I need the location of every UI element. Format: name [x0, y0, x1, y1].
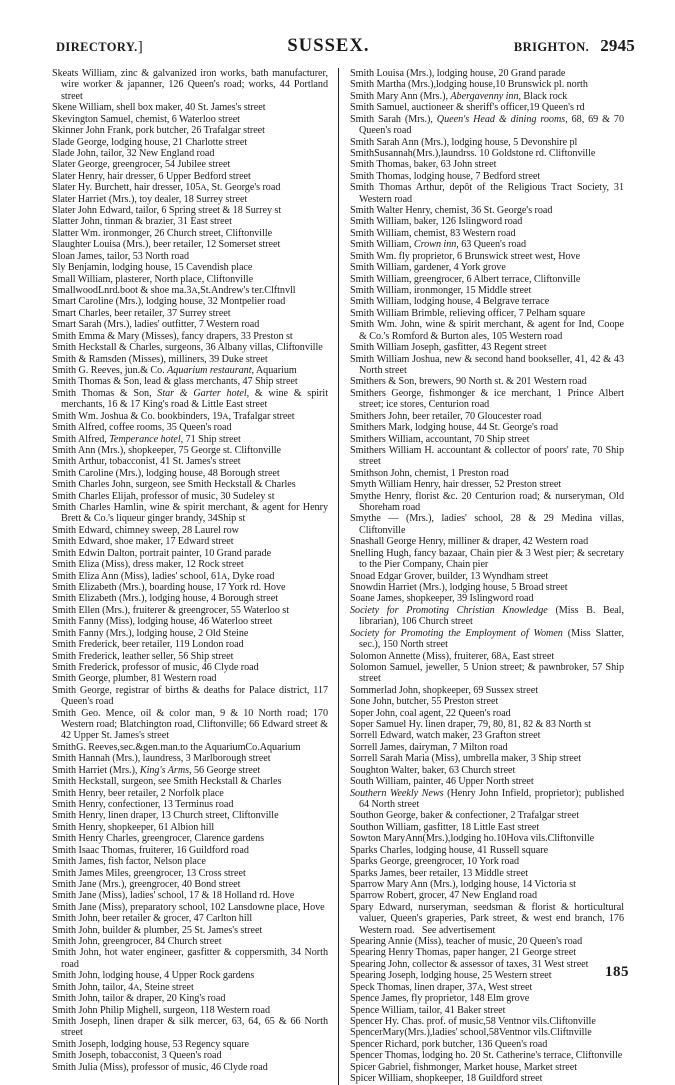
- directory-entry: Smith John Philip Mighell, surgeon, 118 Western road: [52, 1004, 271, 1016]
- directory-entry: Slater Henry, hair dresser, 6 Upper Bedford street: [52, 170, 251, 182]
- directory-entry: Smithers William H. accountant & collector of poors' rate, 70 Ship street: [350, 444, 624, 468]
- directory-entry: Smith Jane (Mrs.), greengrocer, 40 Bond street: [52, 878, 241, 890]
- directory-entry: Smith Ellen (Mrs.), fruiterer & greengrocer, 55 Waterloo st: [52, 604, 290, 616]
- directory-entry: Smith John, greengrocer, 84 Church street: [52, 936, 222, 948]
- directory-entry: Smith Thomas, baker, 63 John street: [350, 159, 497, 171]
- directory-entry: Slade George, lodging house, 21 Charlotte street: [52, 136, 248, 148]
- directory-entry: Spary Edward, nurseryman, seedsman & florist & horticultural valuer, Queen's graperies, Park street, & west end branch, 176 Western road. See advertisement: [350, 901, 624, 936]
- directory-entry: Sparks James, beer retailer, 13 Middle street: [350, 867, 529, 879]
- directory-entry: South William, painter, 46 Upper North street: [350, 776, 534, 788]
- directory-entry: Smithers Mark, lodging house, 44 St. George's road: [350, 422, 559, 434]
- directory-entry: SpencerMary(Mrs.),ladies' school,58Ventnor vils.Cliftnville: [350, 1027, 592, 1039]
- directory-entry: Smith John, builder & plumber, 25 St. James's street: [52, 924, 263, 936]
- directory-entry: Slater Harriet (Mrs.), toy dealer, 18 Surrey street: [52, 193, 248, 205]
- directory-entry: Southon William, gasfitter, 18 Little East street: [350, 821, 540, 833]
- directory-entry: Smith Charles John, surgeon, see Smith Heckstall & Charles: [52, 479, 296, 491]
- directory-entry: Smith Joseph, linen draper & silk mercer, 63, 64, 65 & 66 North street: [52, 1016, 328, 1039]
- directory-entry: Sorrell James, dairyman, 7 Milton road: [350, 741, 508, 753]
- directory-entry: Sly Benjamin, lodging house, 15 Cavendish place: [52, 262, 253, 274]
- running-head: [52, 36, 637, 60]
- directory-entry: SmithG. Reeves,sec.&gen.man.to the AquariumCo.Aquarium: [52, 741, 301, 753]
- directory-entry: Smith William Brimble, relieving officer, 7 Pelham square: [350, 307, 586, 319]
- directory-entry: Smithson John, chemist, 1 Preston road: [350, 467, 509, 479]
- directory-entry: Smith Fanny (Mrs.), lodging house, 2 Old Steine: [52, 627, 249, 639]
- directory-entry: Smith Elizabeth (Mrs.), boarding house, 17 York rd. Hove: [52, 581, 286, 593]
- directory-entry: Society for Promoting the Employment of Women (Miss Slatter, sec.), 150 North street: [350, 627, 625, 651]
- directory-entry: Smith George, plumber, 81 Western road: [52, 673, 217, 685]
- directory-entry: Smith William Joseph, gasfitter, 43 Regent street: [350, 342, 547, 354]
- directory-entry: Smith William, baker, 126 Islingword road: [350, 216, 523, 228]
- directory-entry: Smithers & Son, brewers, 90 North st. & 201 Western road: [350, 376, 587, 388]
- directory-entry: Smith Hannah (Mrs.), laundress, 3 Marlborough street: [52, 753, 271, 765]
- directory-entry: Smyth William Henry, hair dresser, 52 Preston street: [350, 479, 562, 491]
- directory-entry: Spencer Richard, pork butcher, 136 Queen's road: [350, 1038, 548, 1050]
- directory-entry: Speck Thomas, linen draper, 37A, West street: [350, 981, 533, 993]
- directory-entry: Smith James Miles, greengrocer, 13 Cross street: [52, 867, 246, 879]
- directory-entry: Slater Hy. Burchett, hair dresser, 105A, St. George's road: [52, 182, 281, 194]
- directory-entry: Smith James, fish factor, Nelson place: [52, 856, 206, 868]
- page-number: 185: [605, 964, 629, 980]
- directory-entry: Southon George, baker & confectioner, 2 Trafalgar street: [350, 810, 579, 822]
- directory-entry: Slatter John, tinman & brazier, 31 East street: [52, 216, 232, 228]
- directory-entry: Smith William, chemist, 83 Western road: [350, 227, 516, 239]
- directory-entry: Skinner John Frank, pork butcher, 26 Trafalgar street: [52, 125, 265, 137]
- directory-entry: Smith Alfred, Temperance hotel, 71 Ship street: [52, 433, 241, 445]
- directory-entry: Snowdin Harriet (Mrs.), lodging house, 5 Broad street: [350, 581, 568, 593]
- directory-entry: Soper John, coal agent, 22 Queen's road: [350, 707, 511, 719]
- directory-entry: Smith William, lodging house, 4 Belgrave terrace: [350, 296, 550, 308]
- directory-entry: Smith John, lodging house, 4 Upper Rock gardens: [52, 970, 255, 982]
- directory-entry: Southern Weekly News (Henry John Infield, proprietor); published 64 North street: [350, 787, 624, 810]
- directory-entry: Solomon Annette (Miss), fruiterer, 68A, East street: [350, 650, 555, 662]
- directory-entry: Snoad Edgar Grover, builder, 13 Wyndham street: [350, 570, 549, 582]
- directory-entry: Spence James, fly proprietor, 148 Elm grove: [350, 993, 530, 1005]
- directory-entry: Spencer Thomas, lodging ho. 20 St. Catherine's terrace, Cliftonville: [350, 1050, 623, 1062]
- directory-entry: Smith Frederick, beer retailer, 119 London road: [52, 639, 244, 651]
- directory-entry: Smith Heckstall, surgeon, see Smith Heckstall & Charles: [52, 776, 282, 788]
- directory-entry: Smith John, tailor & draper, 20 King's road: [52, 993, 226, 1005]
- directory-entry: Spearing Henry Thomas, paper hanger, 21 George street: [350, 947, 577, 959]
- directory-entry: SmithSusannah(Mrs.),laundrss. 10 Goldstone rd. Cliftonville: [350, 147, 596, 159]
- directory-entry: Smith Walter Henry, chemist, 36 St. George's road: [350, 205, 553, 217]
- directory-entry: Small William, plasterer, North place, Cliftonville: [52, 273, 254, 285]
- folio-number: 2945: [600, 36, 635, 55]
- directory-entry: Spence William, tailor, 41 Baker street: [350, 1004, 506, 1016]
- county-title: SUSSEX.: [287, 36, 370, 56]
- running-head-center: [143, 36, 514, 57]
- directory-entry: Smith Jane (Miss), ladies' school, 17 & 18 Holland rd. Hove: [52, 890, 295, 902]
- directory-entry: Smith Alfred, coffee rooms, 35 Queen's road: [52, 422, 232, 434]
- directory-entry: Smith Thomas & Son, lead & glass merchants, 47 Ship street: [52, 376, 298, 388]
- directory-entry: Slade John, tailor, 32 New England road: [52, 147, 215, 159]
- directory-entry: Smith William, Crown inn, 63 Queen's road: [350, 239, 527, 251]
- directory-entry: Society for Promoting Christian Knowledge (Miss B. Beal, librarian), 106 Church street: [350, 604, 624, 628]
- directory-entry: Snelling Hugh, fancy bazaar, Chain pier & 3 West pier; & secretary to the Pier Company, Chain pier: [350, 547, 624, 571]
- directory-entry: Smithers George, fishmonger & ice merchant, 1 Prince Albert street; ice stores, Centurion road: [350, 387, 624, 411]
- running-head-bracket: ]: [137, 39, 144, 55]
- running-head-right: [514, 36, 635, 56]
- directory-entry: Smith Sarah (Mrs.), Queen's Head & dining rooms, 68, 69 & 70 Queen's road: [350, 113, 625, 137]
- directory-entry: Smith Frederick, professor of music, 46 Clyde road: [52, 661, 259, 673]
- directory-entry: Smith Fanny (Miss), lodging house, 46 Waterloo street: [52, 616, 273, 628]
- directory-entry: Smithers John, beer retailer, 70 Gloucester road: [350, 410, 542, 422]
- directory-entry: Smith Joseph, lodging house, 53 Regency square: [52, 1038, 250, 1050]
- directory-entry: Sowton MaryAnn(Mrs.),lodging ho.10Hova vils.Cliftonville: [350, 833, 595, 845]
- directory-entry: Smith Eliza Ann (Miss), ladies' school, 61A, Dyke road: [52, 570, 275, 582]
- directory-entry: Smith Louisa (Mrs.), lodging house, 20 Grand parade: [350, 68, 566, 79]
- directory-entry: Smith Wm. fly proprietor, 6 Brunswick street west, Hove: [350, 250, 581, 262]
- directory-entry: Soughton Walter, baker, 63 Church street: [350, 764, 516, 776]
- directory-entry: Smith Thomas & Son, Star & Garter hotel, & wine & spirit merchants, 16 & 17 King's road & Little East street: [52, 387, 328, 411]
- directory-entry: Spearing Joseph, lodging house, 25 Western street: [350, 970, 552, 982]
- directory-entry: Spearing John, collector & assessor of taxes, 31 West street: [350, 958, 589, 970]
- directory-entry: Smith Edward, chimney sweep, 28 Laurel row: [52, 524, 239, 536]
- directory-entry: Snashall George Henry, milliner & draper, 42 Western road: [350, 536, 589, 548]
- directory-entry: Smith Harriet (Mrs.), King's Arms, 56 George street: [52, 764, 261, 776]
- directory-entry: Smith Edward, shoe maker, 17 Edward street: [52, 536, 234, 548]
- directory-entry: Smith Samuel, auctioneer & sheriff's officer,19 Queen's rd: [350, 102, 585, 114]
- directory-entry: Smith George, registrar of births & deaths for Palace district, 117 Queen's road: [52, 684, 328, 708]
- directory-entry: Smith Henry, beer retailer, 2 Norfolk place: [52, 787, 224, 799]
- running-head-left: [56, 39, 143, 56]
- directory-entry: Smart Charles, beer retailer, 37 Surrey street: [52, 307, 231, 319]
- directory-entry: Sloan James, tailor, 53 North road: [52, 250, 190, 262]
- directory-entry: Smart Sarah (Mrs.), ladies' outfitter, 7 Western road: [52, 319, 260, 331]
- directory-entry: Slater John Edward, tailor, 6 Spring street & 18 Surrey st: [52, 205, 282, 217]
- directory-entry: Smith Charles Hamlin, wine & spirit merchant, & agent for Henry Brett & Co.'s liqueur ginger brandy, 34Ship st: [52, 502, 328, 525]
- directory-entry: Smith Thomas Arthur, depôt of the Religious Tract Society, 31 Western road: [350, 182, 624, 205]
- directory-entry: Smith Joseph, tobacconist, 3 Queen's road: [52, 1050, 222, 1062]
- running-head-section-label: DIRECTORY.: [56, 40, 138, 54]
- directory-entry: Sparks Charles, lodging house, 41 Russell square: [350, 844, 549, 856]
- directory-entry: Skevington Samuel, chemist, 6 Waterloo street: [52, 113, 240, 125]
- directory-entry: Smith Eliza (Miss), dress maker, 12 Rock street: [52, 559, 244, 571]
- directory-entry: Smith John, beer retailer & grocer, 47 Carlton hill: [52, 913, 253, 925]
- directory-entry: Soper Samuel Hy. linen draper, 79, 80, 81, 82 & 83 North st: [350, 719, 591, 731]
- directory-entry: Smithers William, accountant, 70 Ship street: [350, 433, 530, 445]
- directory-entry: Smith Elizabeth (Mrs.), lodging house, 4 Borough street: [52, 593, 278, 605]
- directory-entry: Smith G. Reeves, jun.& Co. Aquarium restaurant, Aquarium: [52, 364, 297, 376]
- directory-entry: Spicer Gabriel, fishmonger, Market house, Market street: [350, 1061, 578, 1073]
- directory-entry: Smith Henry Charles, greengrocer, Clarence gardens: [52, 833, 265, 845]
- right-column: [338, 68, 624, 1085]
- directory-entry: Smith Heckstall & Charles, surgeons, 36 Albany villas, Cliftonville: [52, 342, 323, 354]
- directory-entry: Smith Wm. John, wine & spirit merchant, & agent for Ind, Coope & Co.'s Romford & Burton ales, 105 Western road: [350, 319, 624, 342]
- directory-entry: Smith Emma & Mary (Misses), fancy drapers, 33 Preston st: [52, 330, 293, 342]
- directory-entry: Slaughter Louisa (Mrs.), beer retailer, 12 Somerset street: [52, 239, 281, 251]
- directory-entry: Spearing Annie (Miss), teacher of music, 20 Queen's road: [350, 936, 583, 948]
- directory-entry: Sparrow Robert, grocer, 47 New England road: [350, 890, 538, 902]
- directory-entry: Smith John, tailor, 4A, Steine street: [52, 981, 194, 993]
- directory-entry: Smith Thomas, lodging house, 7 Bedford street: [350, 170, 541, 182]
- directory-entry: Smith Caroline (Mrs.), lodging house, 48 Borough street: [52, 467, 280, 479]
- town-name: BRIGHTON.: [513, 40, 590, 54]
- directory-entry: Smith Wm. Joshua & Co. bookbinders, 19A, Trafalgar street: [52, 410, 295, 422]
- directory-entry: Solomon Samuel, jeweller, 5 Union street; & pawnbroker, 57 Ship street: [350, 661, 624, 685]
- directory-entry: Smith Sarah Ann (Mrs.), lodging house, 5 Devonshire pl: [350, 136, 578, 148]
- directory-entry: Sone John, butcher, 55 Preston street: [350, 696, 499, 708]
- directory-entry: Sparks George, greengrocer, 10 York road: [350, 856, 520, 868]
- directory-entry: Smith Charles Elijah, professor of music, 30 Sudeley st: [52, 490, 275, 502]
- directory-entry: Smith William Joshua, new & second hand bookseller, 41, 42 & 43 North street: [350, 353, 624, 376]
- directory-entry: Soane James, shopkeeper, 39 Islingword road: [350, 593, 534, 605]
- directory-entry: Skene William, shell box maker, 40 St. James's street: [52, 102, 266, 114]
- directory-entry: Sommerlad John, shopkeeper, 69 Sussex street: [350, 684, 539, 696]
- directory-entry: Smith Henry, linen draper, 13 Church street, Cliftonville: [52, 810, 279, 822]
- directory-entry: Smith William, greengrocer, 6 Albert terrace, Cliftonville: [350, 273, 581, 285]
- directory-entry: Sorrell Edward, watch maker, 23 Grafton street: [350, 730, 541, 742]
- directory-entry: Spencer Hy. Chas. prof. of music,58 Ventnor vils.Cliftonville: [350, 1016, 596, 1028]
- directory-entry: Smith William, ironmonger, 15 Middle street: [350, 285, 532, 297]
- directory-entry: Sparrow Mary Ann (Mrs.), lodging house, 14 Victoria st: [350, 878, 576, 890]
- directory-entry: Smith Henry, confectioner, 13 Terminus road: [52, 799, 234, 810]
- directory-entry: Slatter Wm. ironmonger, 26 Church street, Cliftonville: [52, 227, 273, 239]
- directory-entry: Smith Isaac Thomas, fruiterer, 16 Guildford road: [52, 844, 249, 856]
- directory-entry: Smith Mary Ann (Mrs.), Abergavenny inn, Black rock: [350, 90, 568, 102]
- directory-entry: Skeats William, zinc & galvanized iron works, bath manufacturer, wire worker & japanner, 126 Queen's road; works, 44 Portland street: [52, 68, 328, 102]
- directory-entry: Smith Edwin Dalton, portrait painter, 10 Grand parade: [52, 547, 272, 559]
- directory-entry: SmallwoodLnrd.boot & shoe ma.3A,St.Andrew's ter.Clftnvll: [52, 285, 296, 297]
- directory-entry: Smith Martha (Mrs.),lodging house,10 Brunswick pl. north: [350, 79, 588, 91]
- directory-entry: Smythe Henry, florist &c. 20 Centurion road; & nurseryman, Old Shoreham road: [350, 490, 624, 514]
- directory-entry: Smythe — (Mrs.), ladies' school, 28 & 29 Medina villas, Cliftonville: [350, 513, 624, 536]
- directory-entry: Smith Arthur, tobacconist, 41 St. James's street: [52, 456, 241, 468]
- directory-entry: Spicer William, shopkeeper, 18 Guildford street: [350, 1073, 543, 1085]
- directory-entry: Slater George, greengrocer, 54 Jubilee street: [52, 159, 231, 171]
- directory-entry: Sorrell Sarah Maria (Miss), umbrella maker, 3 Ship street: [350, 753, 582, 765]
- directory-entry: Smith Frederick, leather seller, 56 Ship street: [52, 650, 234, 662]
- directory-entry: Smith Julia (Miss), professor of music, 46 Clyde road: [52, 1061, 268, 1073]
- directory-entry: Smith & Ramsden (Misses), milliners, 39 Duke street: [52, 353, 268, 365]
- directory-entry: Smith John, hot water engineer, gasfitter & coppersmith, 34 North road: [52, 947, 328, 970]
- directory-entry: Smith Jane (Miss), preparatory school, 102 Lansdowne place, Hove: [52, 901, 325, 913]
- directory-entry: Smith Henry, shopkeeper, 61 Albion hill: [52, 821, 215, 833]
- directory-entry: Smith William, gardener, 4 York grove: [350, 262, 506, 274]
- directory-entry: Smart Caroline (Mrs.), lodging house, 32 Montpelier road: [52, 296, 286, 308]
- left-column: [52, 68, 338, 1073]
- directory-entry: Smith Ann (Mrs.), shopkeeper, 75 George st. Cliftonville: [52, 444, 282, 456]
- directory-entry: Smith Geo. Mence, oil & color man, 9 & 10 North road; 170 Western road; Blatchington road, Cliftonville; 66 Edward street & 42 Upper St. James's street: [52, 707, 328, 742]
